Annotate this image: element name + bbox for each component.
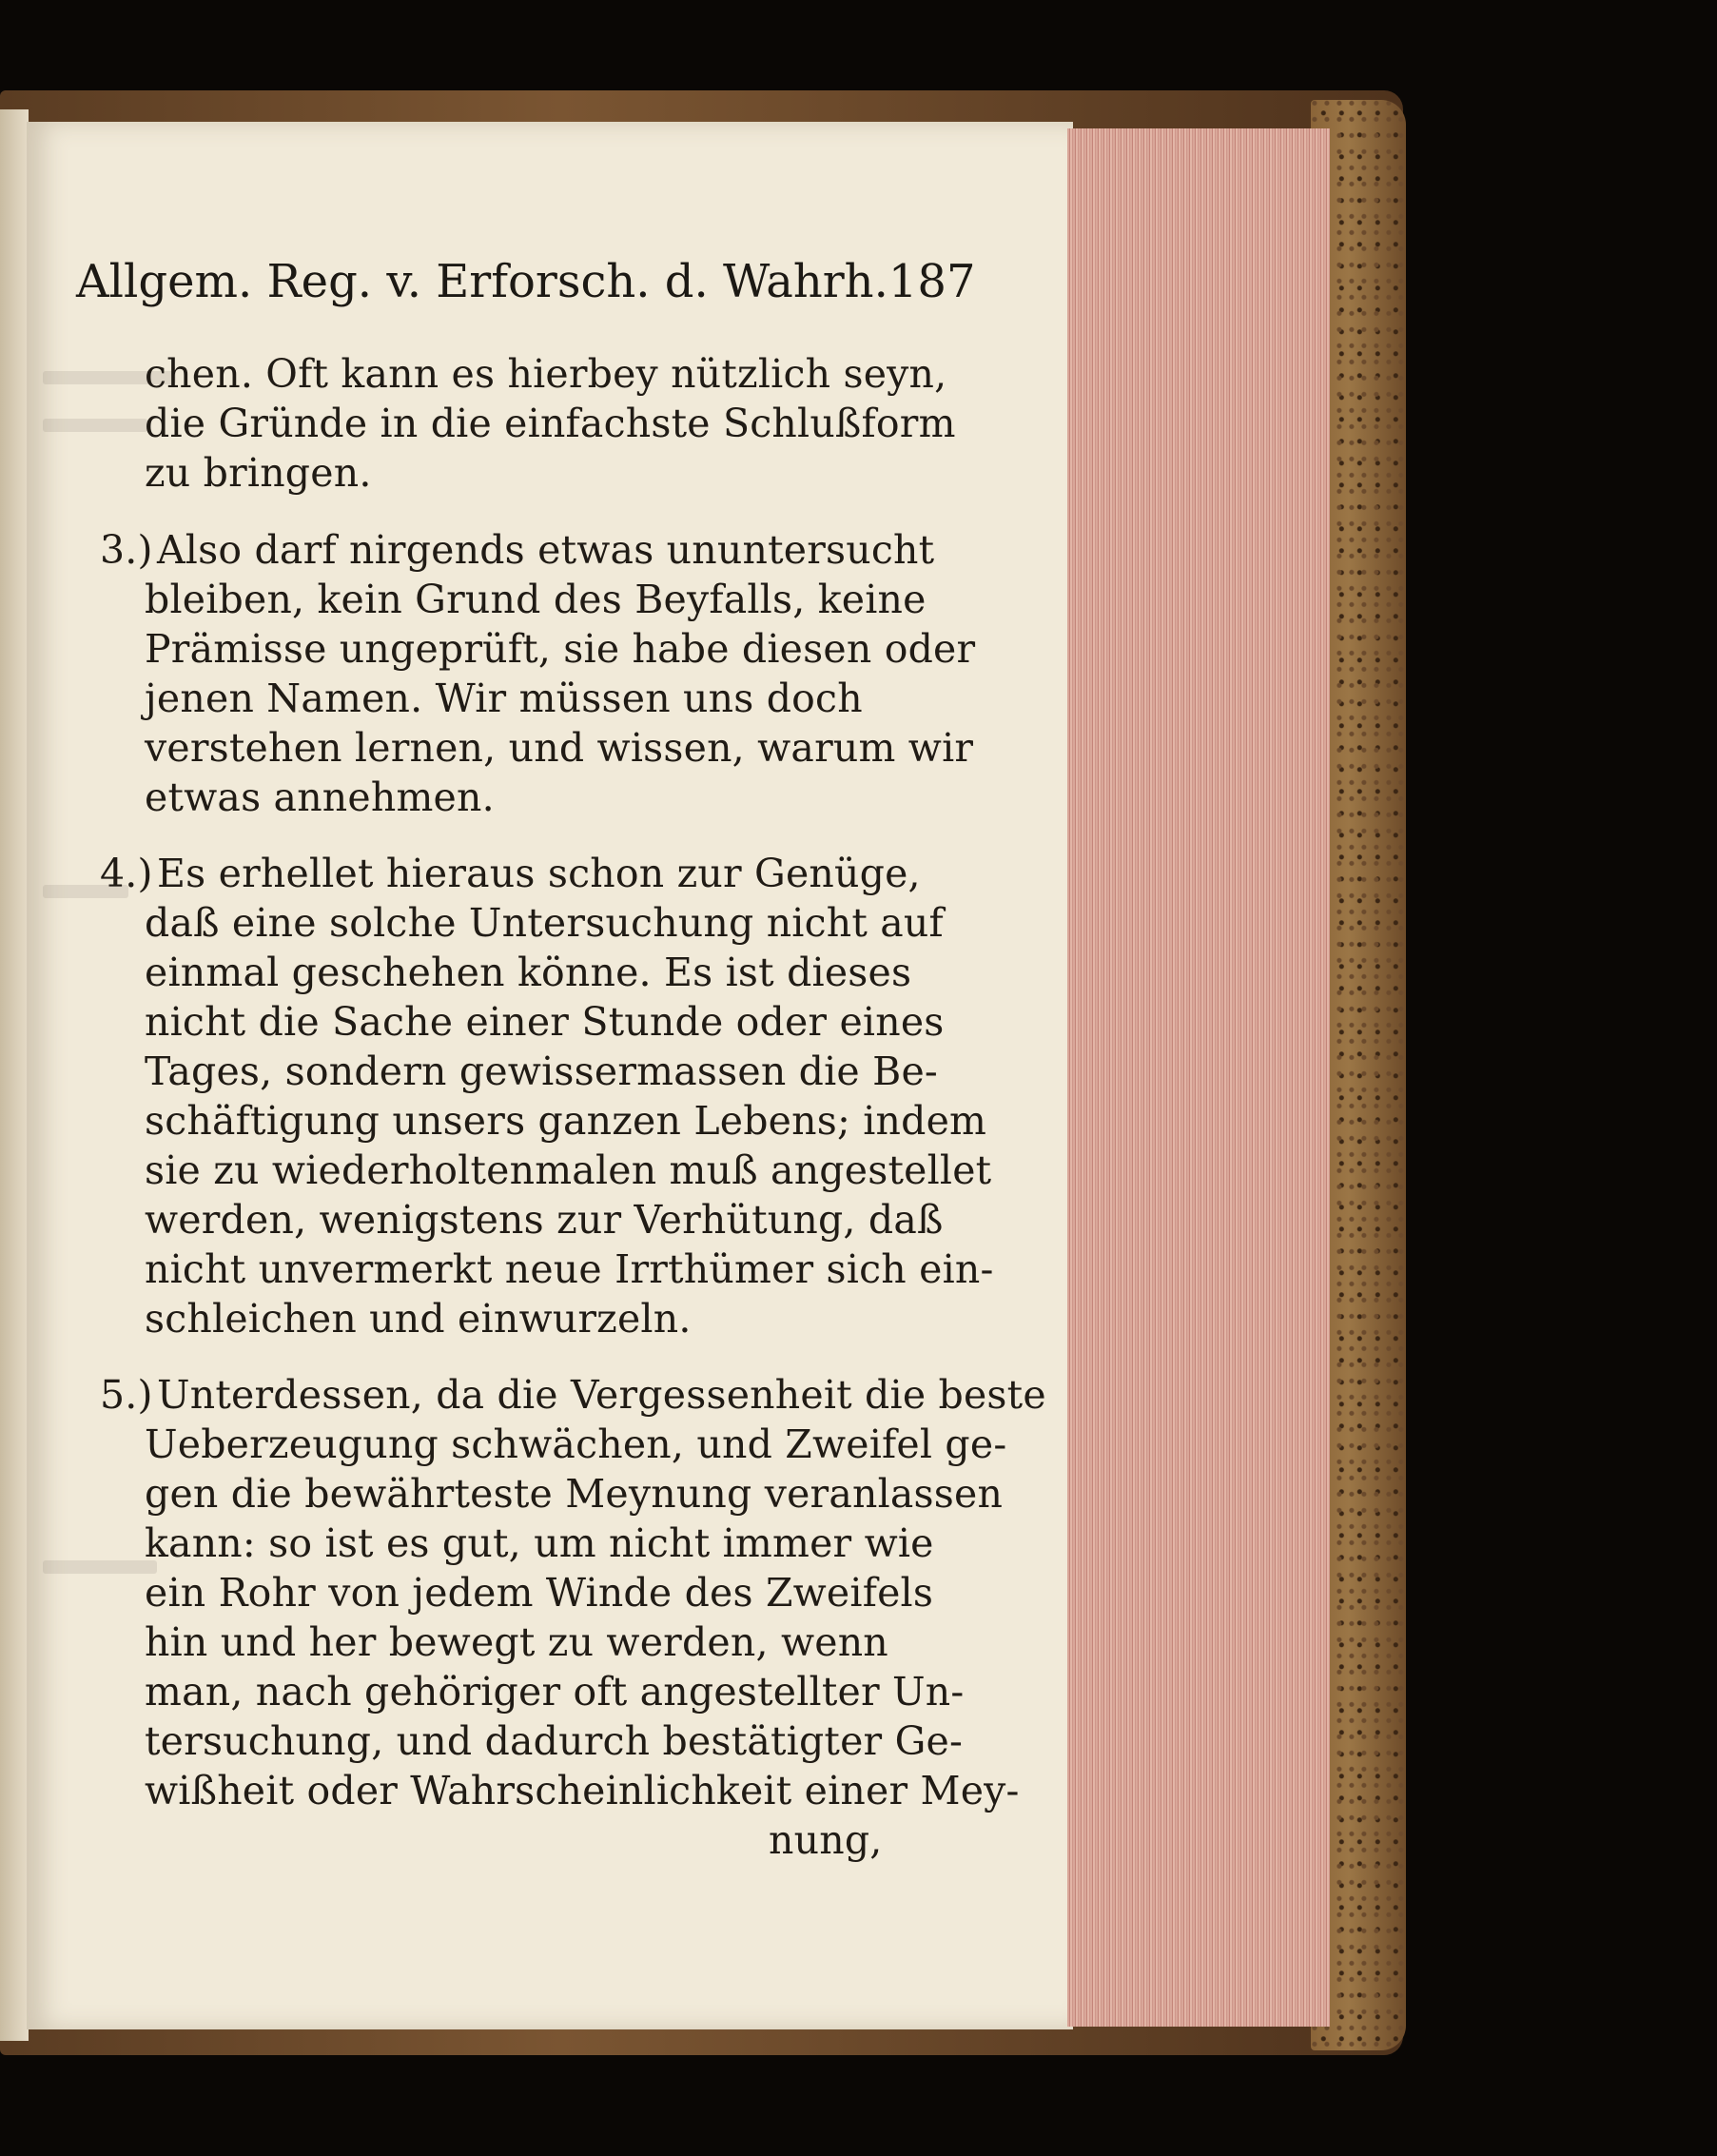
paragraph-number: 5.)	[100, 1372, 153, 1418]
text-line: nicht unvermerkt neue Irrthümer sich ein-	[145, 1246, 994, 1292]
paragraph-first-line: 5.) Unterdessen, da die Vergessenheit die beste	[100, 1372, 1046, 1418]
text-line: daß eine solche Untersuchung nicht auf	[145, 900, 944, 946]
catchword: nung,	[769, 1817, 883, 1863]
text-line: man, nach gehöriger oft angestellter Un-	[145, 1669, 965, 1715]
text-line: etwas annehmen.	[145, 774, 495, 820]
text-line: die Gründe in die einfachste Schlußform	[145, 401, 956, 446]
text-line: jenen Namen. Wir müssen uns doch	[145, 676, 863, 721]
paragraph-first-line: 4.) Es erhellet hieraus schon zur Genüge,	[100, 851, 921, 896]
text-line: ein Rohr von jedem Winde des Zweifels	[145, 1570, 934, 1616]
text-line: tersuchung, und dadurch bestätigter Ge-	[145, 1718, 964, 1764]
paragraph-number: 3.)	[100, 527, 153, 573]
text-line: gen die bewährteste Meynung veranlassen	[145, 1471, 1004, 1517]
text-line: einmal geschehen könne. Es ist dieses	[145, 950, 912, 995]
text-line: Ueberzeugung schwächen, und Zweifel ge-	[145, 1421, 1007, 1467]
page-number: 187	[888, 255, 976, 308]
paragraph-first-line: 3.) Also darf nirgends etwas ununtersucht	[100, 527, 935, 573]
text-line: nicht die Sache einer Stunde oder eines	[145, 999, 945, 1045]
text-line: wißheit oder Wahrscheinlichkeit einer Mey-	[145, 1768, 1020, 1813]
text-line: zu bringen.	[145, 450, 372, 496]
text-line: werden, wenigstens zur Verhütung, daß	[145, 1197, 944, 1243]
text-line: schleichen und einwurzeln.	[145, 1296, 692, 1342]
text-line: hin und her bewegt zu werden, wenn	[145, 1619, 888, 1665]
text-line: chen. Oft kann es hierbey nützlich seyn,	[145, 351, 947, 397]
running-title: Allgem. Reg. v. Erforsch. d. Wahrh.	[76, 255, 888, 308]
text-line: sie zu wiederholtenmalen muß angestellet	[145, 1147, 992, 1193]
text-line: bleiben, kein Grund des Beyfalls, keine	[145, 577, 927, 622]
text-line: verstehen lernen, und wissen, warum wir	[145, 725, 974, 771]
text-line: schäftigung unsers ganzen Lebens; indem	[145, 1098, 987, 1144]
text-line: Tages, sondern gewissermassen die Be-	[145, 1049, 938, 1094]
page-block-edge	[1067, 128, 1330, 2027]
text-line: Prämisse ungeprüft, sie habe diesen oder	[145, 626, 976, 672]
text-line: kann: so ist es gut, um nicht immer wie	[145, 1520, 934, 1566]
paragraph-number: 4.)	[100, 851, 153, 896]
